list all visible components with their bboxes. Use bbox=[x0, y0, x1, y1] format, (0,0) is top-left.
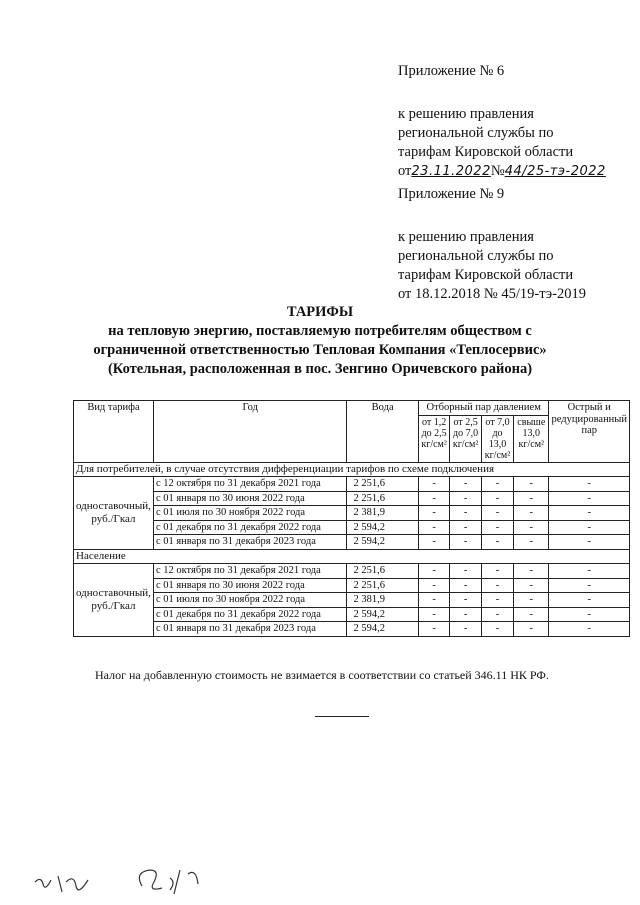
steam-4-cell: - bbox=[514, 607, 549, 622]
water-value-cell: 2 594,2 bbox=[347, 520, 418, 535]
header-steam-4: свыше 13,0 кг/см² bbox=[514, 415, 549, 462]
water-value-cell: 2 594,2 bbox=[347, 535, 418, 550]
appendix-9-line-1: к решению правления bbox=[398, 229, 534, 245]
period-cell: с 01 января по 30 июня 2022 года bbox=[153, 491, 347, 506]
table-row bbox=[74, 622, 630, 637]
steam-1-cell: - bbox=[418, 607, 449, 622]
steam-3-cell: - bbox=[481, 622, 513, 637]
steam-2-cell: - bbox=[450, 622, 481, 637]
appendix-6-line-3: тарифам Кировской области bbox=[398, 144, 574, 160]
sharp-steam-cell: - bbox=[549, 520, 630, 535]
signature-marks bbox=[30, 860, 260, 900]
steam-4-cell: - bbox=[514, 520, 549, 535]
sharp-steam-cell: - bbox=[549, 491, 630, 506]
signature-stroke-2 bbox=[139, 870, 198, 894]
steam-1-cell: - bbox=[418, 593, 449, 608]
steam-1-cell: - bbox=[418, 535, 449, 550]
water-value-cell: 2 381,9 bbox=[347, 506, 418, 521]
steam-3-cell: - bbox=[481, 491, 513, 506]
steam-1-cell: - bbox=[418, 578, 449, 593]
steam-2-cell: - bbox=[450, 564, 481, 579]
period-cell: с 01 июля по 30 ноября 2022 года bbox=[153, 506, 347, 521]
vat-note: Налог на добавленную стоимость не взимается в соответствии со статьей 346.11 НК РФ. bbox=[95, 668, 549, 682]
appendix-9-line-4: от 18.12.2018 № 45/19-тэ-2019 bbox=[398, 286, 586, 302]
appendix-9-title: Приложение № 9 bbox=[398, 186, 505, 202]
water-value-cell: 2 594,2 bbox=[347, 607, 418, 622]
heading-title: ТАРИФЫ bbox=[286, 304, 354, 320]
table-row bbox=[74, 578, 630, 593]
steam-1-cell: - bbox=[418, 491, 449, 506]
steam-2-cell: - bbox=[450, 578, 481, 593]
water-value-cell: 2 251,6 bbox=[347, 477, 418, 492]
appendix-9-block bbox=[398, 185, 586, 304]
header-tariff-type: Вид тарифа bbox=[74, 401, 154, 463]
steam-4-cell: - bbox=[514, 593, 549, 608]
steam-4-cell: - bbox=[514, 564, 549, 579]
heading-line-1: на тепловую энергию, поставляемую потребителям обществом с bbox=[108, 323, 532, 339]
appendix-9-line-3: тарифам Кировской области bbox=[398, 267, 574, 283]
header-sharp-steam: Острый и редуцированный пар bbox=[549, 401, 630, 463]
period-cell: с 01 января по 31 декабря 2023 года bbox=[153, 535, 347, 550]
sharp-steam-cell: - bbox=[549, 593, 630, 608]
heading-line-3: (Котельная, расположенная в пос. Зенгино Оричевского района) bbox=[107, 361, 533, 377]
steam-3-cell: - bbox=[481, 535, 513, 550]
section-title: Для потребителей, в случае отсутствия дифференциации тарифов по схеме подключения bbox=[74, 462, 630, 477]
water-value-cell: 2 381,9 bbox=[347, 593, 418, 608]
appendix-6-block bbox=[398, 62, 606, 181]
steam-2-cell: - bbox=[450, 477, 481, 492]
period-cell: с 01 декабря по 31 декабря 2022 года bbox=[153, 520, 347, 535]
steam-4-cell: - bbox=[514, 535, 549, 550]
header-year: Год bbox=[153, 401, 347, 463]
steam-1-cell: - bbox=[418, 520, 449, 535]
steam-1-cell: - bbox=[418, 477, 449, 492]
closing-rule bbox=[315, 716, 369, 717]
period-cell: с 01 июля по 30 ноября 2022 года bbox=[153, 593, 347, 608]
section-title: Население bbox=[74, 549, 630, 564]
tariff-type-cell: одноставочный, руб./Гкал bbox=[74, 564, 154, 637]
number-label: № bbox=[490, 163, 505, 179]
steam-3-cell: - bbox=[481, 607, 513, 622]
steam-3-cell: - bbox=[481, 593, 513, 608]
appendix-6-line-2: региональной службы по bbox=[398, 125, 554, 141]
period-cell: с 12 октября по 31 декабря 2021 года bbox=[153, 477, 347, 492]
table-row bbox=[74, 520, 630, 535]
header-steam-3: от 7,0 до 13,0 кг/см² bbox=[481, 415, 513, 462]
sharp-steam-cell: - bbox=[549, 535, 630, 550]
steam-4-cell: - bbox=[514, 506, 549, 521]
from-label: от bbox=[398, 163, 412, 179]
table-row bbox=[74, 593, 630, 608]
steam-4-cell: - bbox=[514, 578, 549, 593]
steam-3-cell: - bbox=[481, 578, 513, 593]
period-cell: с 01 января по 30 июня 2022 года bbox=[153, 578, 347, 593]
section-header-row bbox=[74, 462, 630, 477]
table-row bbox=[74, 564, 630, 579]
steam-4-cell: - bbox=[514, 622, 549, 637]
appendix-6-date-line bbox=[398, 162, 606, 181]
period-cell: с 12 октября по 31 декабря 2021 года bbox=[153, 564, 347, 579]
header-steam-2: от 2,5 до 7,0 кг/см² bbox=[450, 415, 481, 462]
sharp-steam-cell: - bbox=[549, 607, 630, 622]
appendix-9-line-2: региональной службы по bbox=[398, 248, 554, 264]
document-heading bbox=[0, 303, 640, 379]
table-row bbox=[74, 535, 630, 550]
steam-2-cell: - bbox=[450, 506, 481, 521]
appendix-6-line-1: к решению правления bbox=[398, 106, 534, 122]
sharp-steam-cell: - bbox=[549, 578, 630, 593]
period-cell: с 01 декабря по 31 декабря 2022 года bbox=[153, 607, 347, 622]
water-value-cell: 2 251,6 bbox=[347, 564, 418, 579]
handwritten-date: 23.11.2022 bbox=[411, 164, 491, 179]
steam-1-cell: - bbox=[418, 622, 449, 637]
steam-2-cell: - bbox=[450, 593, 481, 608]
steam-2-cell: - bbox=[450, 607, 481, 622]
signature-stroke-1 bbox=[35, 876, 88, 892]
section-header-row bbox=[74, 549, 630, 564]
steam-3-cell: - bbox=[481, 506, 513, 521]
steam-4-cell: - bbox=[514, 491, 549, 506]
sharp-steam-cell: - bbox=[549, 477, 630, 492]
tariff-type-cell: одноставочный, руб./Гкал bbox=[74, 477, 154, 550]
period-cell: с 01 января по 31 декабря 2023 года bbox=[153, 622, 347, 637]
water-value-cell: 2 594,2 bbox=[347, 622, 418, 637]
heading-line-2: ограниченной ответственностью Тепловая Компания «Теплосервис» bbox=[93, 342, 547, 358]
steam-2-cell: - bbox=[450, 535, 481, 550]
table-row bbox=[74, 607, 630, 622]
steam-3-cell: - bbox=[481, 477, 513, 492]
table-row bbox=[74, 477, 630, 492]
sharp-steam-cell: - bbox=[549, 622, 630, 637]
steam-3-cell: - bbox=[481, 564, 513, 579]
tariff-table-body bbox=[74, 462, 630, 636]
table-row bbox=[74, 491, 630, 506]
sharp-steam-cell: - bbox=[549, 564, 630, 579]
table-row bbox=[74, 506, 630, 521]
sharp-steam-cell: - bbox=[549, 506, 630, 521]
appendix-6-title: Приложение № 6 bbox=[398, 63, 505, 79]
water-value-cell: 2 251,6 bbox=[347, 578, 418, 593]
steam-2-cell: - bbox=[450, 491, 481, 506]
header-steam-1: от 1,2 до 2,5 кг/см² bbox=[418, 415, 449, 462]
steam-2-cell: - bbox=[450, 520, 481, 535]
tariff-table bbox=[73, 400, 630, 637]
steam-4-cell: - bbox=[514, 477, 549, 492]
handwritten-number: 44/25-тэ-2022 bbox=[504, 164, 606, 179]
steam-1-cell: - bbox=[418, 564, 449, 579]
steam-3-cell: - bbox=[481, 520, 513, 535]
header-steam: Отборный пар давлением bbox=[418, 401, 549, 416]
steam-1-cell: - bbox=[418, 506, 449, 521]
header-water: Вода bbox=[347, 401, 418, 463]
water-value-cell: 2 251,6 bbox=[347, 491, 418, 506]
